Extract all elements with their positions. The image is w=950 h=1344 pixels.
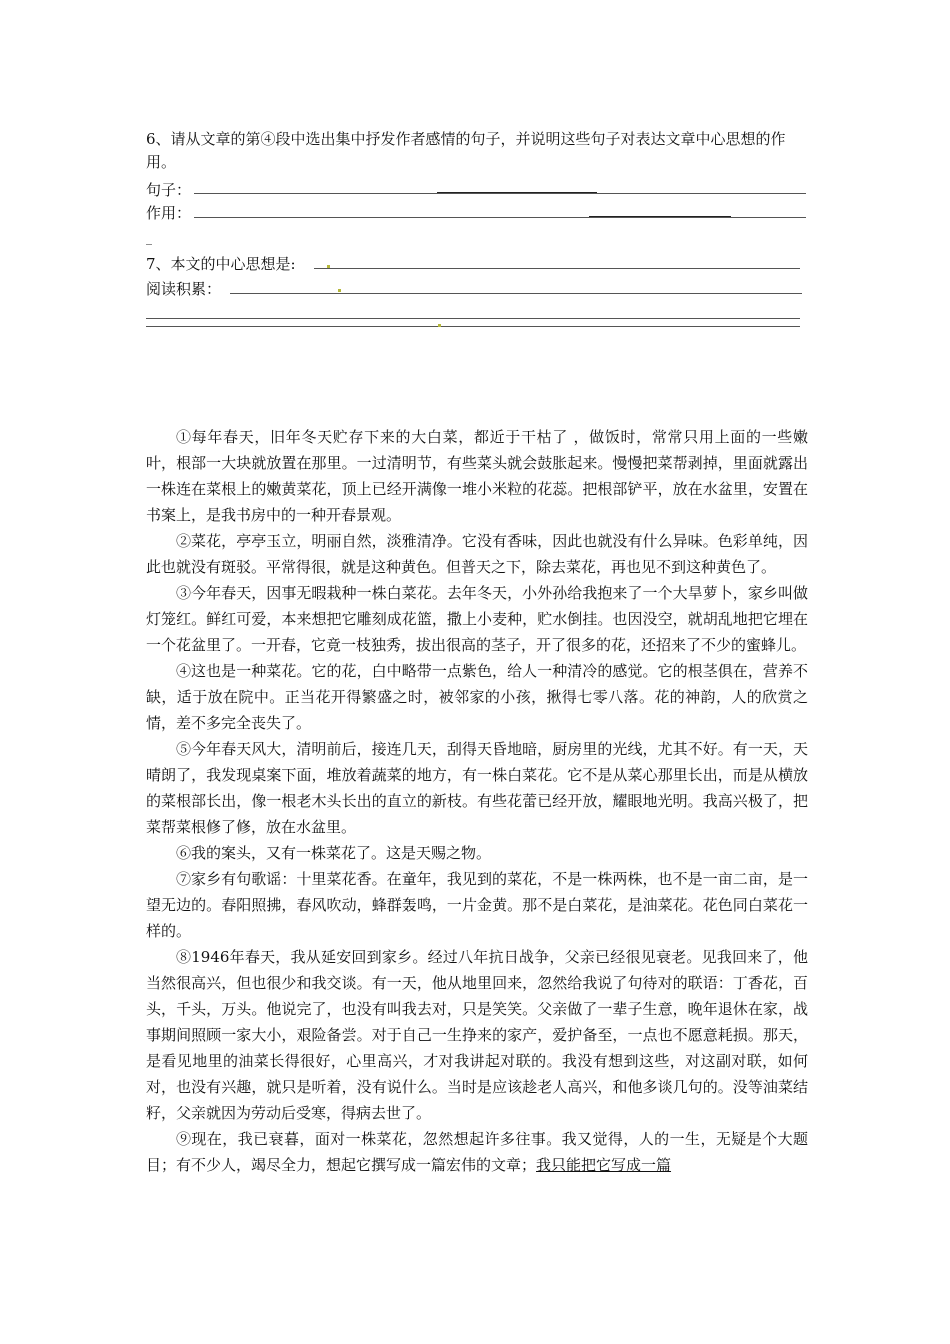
paragraph-7: ⑦家乡有句歌谣：十里菜花香。在童年，我见到的菜花，不是一株两株，也不是一亩二亩，是一望无边的。春阳照拂，春风吹动，蜂群轰鸣，一片金黄。那不是白菜花，是油菜花。花色同白菜花一样的。 xyxy=(146,870,808,940)
paragraph-4: ④这也是一种菜花。它的花，白中略带一点紫色，给人一种清冷的感觉。它的根茎俱在，营养不缺，适于放在院中。正当花开得繁盛之时，被邻家的小孩，揪得七零八落。花的神韵，人的欣赏之情，差不多完全丧失了。 xyxy=(146,662,808,732)
reading-answer-line-3[interactable] xyxy=(146,326,800,327)
paragraph-6: ⑥我的案头，又有一株菜花了。这是天赐之物。 xyxy=(176,844,492,862)
q6-effect-label: 作用： xyxy=(146,204,192,222)
paragraph-5: ⑤今年春天风大，清明前后，接连几天，刮得天昏地暗，厨房里的光线，尤其不好。有一天，天晴朗了，我发现桌案下面，堆放着蔬菜的地方，有一株白菜花。它不是从菜心那里长出，而是从横放的菜根部长出，像一根老木头长出的直立的新枝。有些花蕾已经开放，耀眼地光明。我高兴极了，把菜帮菜根修了修，放在水盆里。 xyxy=(146,740,808,836)
paragraph-9-text: ⑨现在，我已衰暮，面对一株菜花，忽然想起许多往事。我又觉得，人的一生，无疑是个大题目；有不少人，竭尽全力，想起它撰写成一篇宏伟的文章； xyxy=(146,1130,808,1174)
scan-speck xyxy=(438,324,441,327)
article-body xyxy=(146,424,808,1178)
scan-speck xyxy=(327,265,330,268)
question-6: 6、请从文章的第④段中选出集中抒发作者感情的句子，并说明这些句子对表达文章中心思想的作用。 xyxy=(146,130,786,171)
paragraph-2: ②菜花，亭亭玉立，明丽自然，淡雅清净。它没有香味，因此也就没有什么异味。色彩单纯，因此也就没有斑驳。平常得很，就是这种黄色。但普天之下，除去菜花，再也见不到这种黄色了。 xyxy=(146,532,808,576)
reading-accumulation-label: 阅读积累： xyxy=(146,280,222,298)
reading-answer-line-1[interactable] xyxy=(230,293,802,294)
q6-effect-answer-line-segment xyxy=(589,216,731,217)
q7-answer-line[interactable] xyxy=(314,268,800,269)
paragraph-8: ⑧1946年春天，我从延安回到家乡。经过八年抗日战争，父亲已经很见衰老。见我回来了，他当然很高兴，但也很少和我交谈。有一天，他从地里回来，忽然给我说了句待对的联语：丁香花，百头，千头，万头。他说完了，也没有叫我去对，只是笑笑。父亲做了一辈子生意，晚年退休在家，战事期间照顾一家大小，艰险备尝。对于自己一生挣来的家产，爱护备至，一点也不愿意耗损。那天，是看见地里的油菜长得很好，心里高兴，才对我讲起对联的。我没有想到这些，对这副对联，如何对，也没有兴趣，就只是听着，没有说什么。当时是应该趁老人高兴，和他多谈几句的。没等油菜结籽，父亲就因为劳动后受寒，得病去世了。 xyxy=(146,948,808,1122)
q6-effect-answer-line[interactable] xyxy=(194,217,806,218)
paragraph-3: ③今年春天，因事无暇栽种一株白菜花。去年冬天，小外孙给我抱来了一个大旱萝卜，家乡叫做灯笼红。鲜红可爱，本来想把它雕刻成花篮，撒上小麦种，贮水倒挂。也因没空，就胡乱地把它埋在一个花盆里了。一开春，它竟一枝独秀，拔出很高的茎子，开了很多的花，还招来了不少的蜜蜂儿。 xyxy=(146,584,808,654)
q6-sentence-answer-line[interactable] xyxy=(194,193,806,194)
paragraph-1: ①每年春天，旧年冬天贮存下来的大白菜，都近于干枯了 ，做饭时，常常只用上面的一些嫩叶，根部一大块就放置在那里。一过清明节，有些菜头就会鼓胀起来。慢慢把菜帮剥掉，里面就露出一株连在菜根上的嫩黄菜花，顶上已经开满像一堆小米粒的花蕊。把根部铲平，放在水盆里，安置在书案上，是我书房中的一种开春景观。 xyxy=(146,428,808,524)
q6-sentence-label: 句子： xyxy=(146,181,192,199)
paragraph-9 xyxy=(146,1126,808,1178)
q6-sentence-answer-line-segment xyxy=(437,192,597,193)
q6-stray-mark: _ xyxy=(146,231,152,245)
question-7: 7、本文的中心思想是: xyxy=(146,255,296,273)
paragraph-9-underlined-text: 我只能把它写成一篇 xyxy=(536,1156,672,1174)
scan-speck xyxy=(338,289,341,292)
reading-answer-line-2[interactable] xyxy=(146,318,800,319)
